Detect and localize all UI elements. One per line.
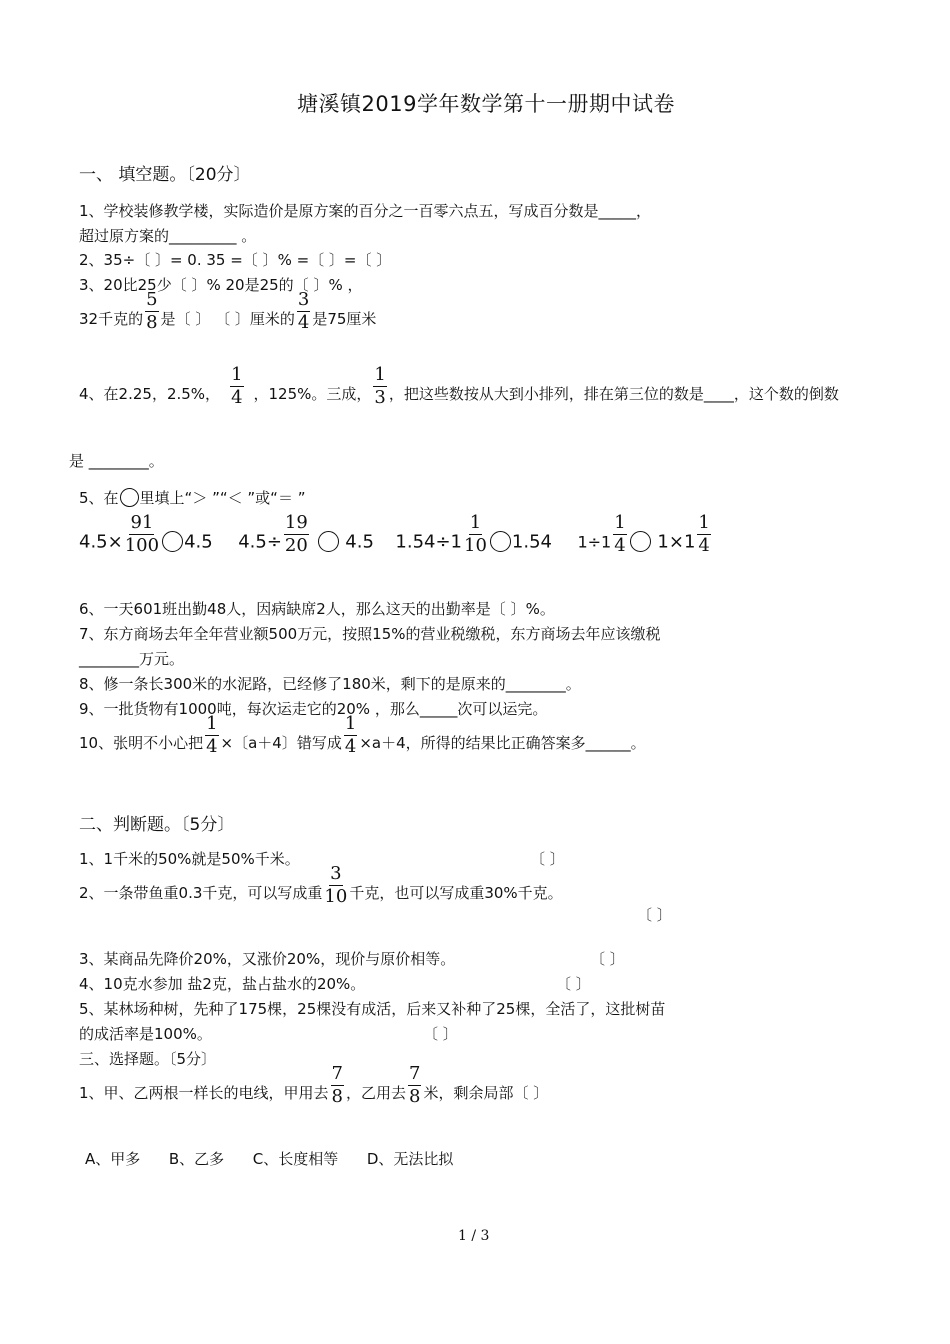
denominator: 20	[284, 534, 308, 556]
q4-mid: ，125%。三成，	[253, 384, 372, 403]
question-1-4	[79, 364, 839, 416]
fraction-3-10	[324, 864, 347, 907]
question-2-5-line-a: 5、某林场种树，先种了175棵，25棵没有成活，后来又补种了25棵，全活了，这批树苗	[79, 1000, 666, 1018]
q3b-mid: 是〔 〕 〔 〕厘米的	[160, 309, 295, 328]
question-1-10	[79, 713, 646, 765]
numerator: 1	[231, 364, 243, 385]
fraction-5-8	[145, 290, 158, 333]
numerator: 3	[330, 863, 342, 884]
numerator: 5	[146, 289, 158, 310]
question-1-1-line-b: 超过原方案的_________ 。	[79, 227, 257, 245]
question-1-3: 3、20比25少〔 〕% 20是25的〔 〕% ，	[79, 276, 363, 294]
numerator: 1	[469, 512, 482, 533]
q3-1-post: 米，剩余局部〔 〕	[423, 1083, 549, 1102]
expr-3-post: 1.54	[511, 531, 552, 553]
question-1-7-line-a: 7、东方商场去年全年营业额500万元，按照15%的营业税缴税，东方商场去年应该缴税	[79, 625, 661, 643]
denominator: 100	[124, 534, 160, 556]
q10-mid: ×〔a＋4〕错写成	[220, 733, 342, 752]
question-1-7-line-b: ________万元。	[79, 650, 185, 668]
denominator: 4	[297, 311, 310, 333]
compare-circle[interactable]	[162, 531, 183, 552]
question-1-6: 6、一天601班出勤48人，因病缺席2人，那么这天的出勤率是〔 〕%。	[79, 600, 555, 618]
fraction-1-4	[230, 365, 243, 408]
q10-post: ×a＋4，所得的结果比正确答案多______。	[359, 733, 646, 752]
q2-2-post: 千克，也可以写成重30%千克。	[349, 883, 563, 902]
section-3-heading: 三、选择题。〔5分〕	[79, 1050, 217, 1068]
question-2-3: 3、某商品先降价20%，又涨价20%，现价与原价相等。	[79, 950, 456, 968]
fraction-1-4	[344, 714, 357, 757]
answer-bracket[interactable]: 〔 〕	[423, 1025, 458, 1043]
q10-pre: 10、张明不小心把	[79, 733, 204, 752]
answer-bracket[interactable]: 〔 〕	[556, 975, 591, 993]
numerator: 19	[284, 512, 308, 533]
denominator: 8	[409, 1085, 421, 1107]
fraction-7-8	[408, 1064, 421, 1107]
numerator: 1	[374, 364, 386, 385]
section-2-heading: 二、判断题。〔5分〕	[79, 815, 235, 835]
question-1-1-line-a: 1、学校装修教学楼，实际造价是原方案的百分之一百零六点五，写成百分数是_____，	[79, 202, 652, 220]
compare-circle	[120, 488, 139, 507]
expr-3-pre: 1.54÷1	[395, 531, 463, 553]
numerator: 7	[409, 1063, 421, 1084]
q4-pre: 4、在2.25，2.5%，	[79, 384, 221, 403]
answer-bracket[interactable]: 〔 〕	[637, 906, 672, 924]
numerator: 3	[297, 289, 310, 310]
question-3-1	[79, 1063, 549, 1115]
denominator: 10	[464, 534, 487, 556]
question-1-2: 2、35÷〔 〕= 0. 35 =〔 〕% =〔 〕=〔 〕	[79, 251, 392, 269]
question-2-2	[79, 863, 563, 915]
fraction-1-4	[697, 513, 710, 556]
compare-circle[interactable]	[490, 531, 511, 552]
denominator: 10	[324, 885, 348, 907]
compare-circle[interactable]	[630, 531, 651, 552]
fraction-3-4	[297, 290, 310, 333]
q4-post: ，把这些数按从大到小排列，排在第三位的数是____，这个数的倒数	[388, 384, 839, 403]
denominator: 4	[698, 534, 710, 556]
q5-text: 5、在	[79, 489, 119, 507]
expr-2-pre: 4.5÷	[238, 531, 282, 553]
denominator: 4	[231, 386, 243, 408]
denominator: 3	[374, 386, 386, 408]
question-1-4-line-b: 是 ________。	[69, 452, 164, 470]
answer-bracket[interactable]: 〔 〕	[590, 950, 625, 968]
q5-text-b: 里填上“＞ ”“＜ ”或“＝ ”	[139, 489, 306, 507]
numerator: 1	[698, 512, 710, 533]
page-number: 1 / 3	[458, 1228, 490, 1244]
expr-5-pre: 1×1	[657, 531, 696, 553]
question-2-4: 4、10克水参加 盐2克，盐占盐水的20%。	[79, 975, 366, 993]
denominator: 4	[206, 735, 218, 757]
q2-2-pre: 2、一条带鱼重0.3千克，可以写成重	[79, 883, 323, 902]
question-1-8: 8、修一条长300米的水泥路，已经修了180米，剩下的是原来的________。	[79, 675, 581, 693]
answer-bracket[interactable]: 〔 〕	[530, 850, 565, 868]
denominator: 8	[331, 1085, 343, 1107]
page-title: 塘溪镇2019学年数学第十一册期中试卷	[297, 92, 675, 116]
fraction-1-10	[464, 513, 487, 556]
question-2-5-line-b: 的成活率是100%。	[79, 1025, 212, 1043]
expr-1-post: 4.5	[184, 531, 213, 553]
fraction-1-4	[205, 714, 218, 757]
question-1-5-expressions	[79, 512, 713, 564]
q3-1-mid: ，乙用去	[346, 1083, 407, 1102]
question-1-3-line-b	[79, 289, 377, 341]
numerator: 1	[206, 713, 218, 734]
section-1-heading: 一、 填空题。〔20分〕	[79, 165, 251, 185]
question-1-9: 9、一批货物有1000吨，每次运走它的20% ，那么_____次可以运完。	[79, 700, 548, 718]
denominator: 4	[344, 735, 357, 757]
fraction-91-100	[125, 513, 159, 556]
numerator: 91	[130, 512, 154, 533]
fraction-7-8	[331, 1064, 344, 1107]
fraction-1-4	[613, 513, 626, 556]
numerator: 1	[614, 512, 626, 533]
expr-2-post: 4.5	[345, 531, 374, 553]
fraction-1-3	[373, 365, 386, 408]
question-1-5	[79, 487, 305, 508]
numerator: 7	[331, 1063, 343, 1084]
numerator: 1	[344, 713, 357, 734]
compare-circle[interactable]	[318, 531, 339, 552]
question-2-1: 1、1千米的50%就是50%千米。	[79, 850, 300, 868]
question-3-1-options: A、甲多 B、乙多 C、长度相等 D、无法比拟	[85, 1150, 454, 1168]
q3-1-pre: 1、甲、乙两根一样长的电线，甲用去	[79, 1083, 329, 1102]
denominator: 4	[614, 534, 626, 556]
fraction-19-20	[284, 513, 309, 556]
q3b-pre: 32千克的	[79, 309, 144, 328]
q3b-post: 是75厘米	[312, 309, 377, 328]
denominator: 8	[146, 311, 158, 333]
expr-1-pre: 4.5×	[79, 531, 123, 553]
expr-4-pre: 1÷1	[577, 532, 612, 552]
